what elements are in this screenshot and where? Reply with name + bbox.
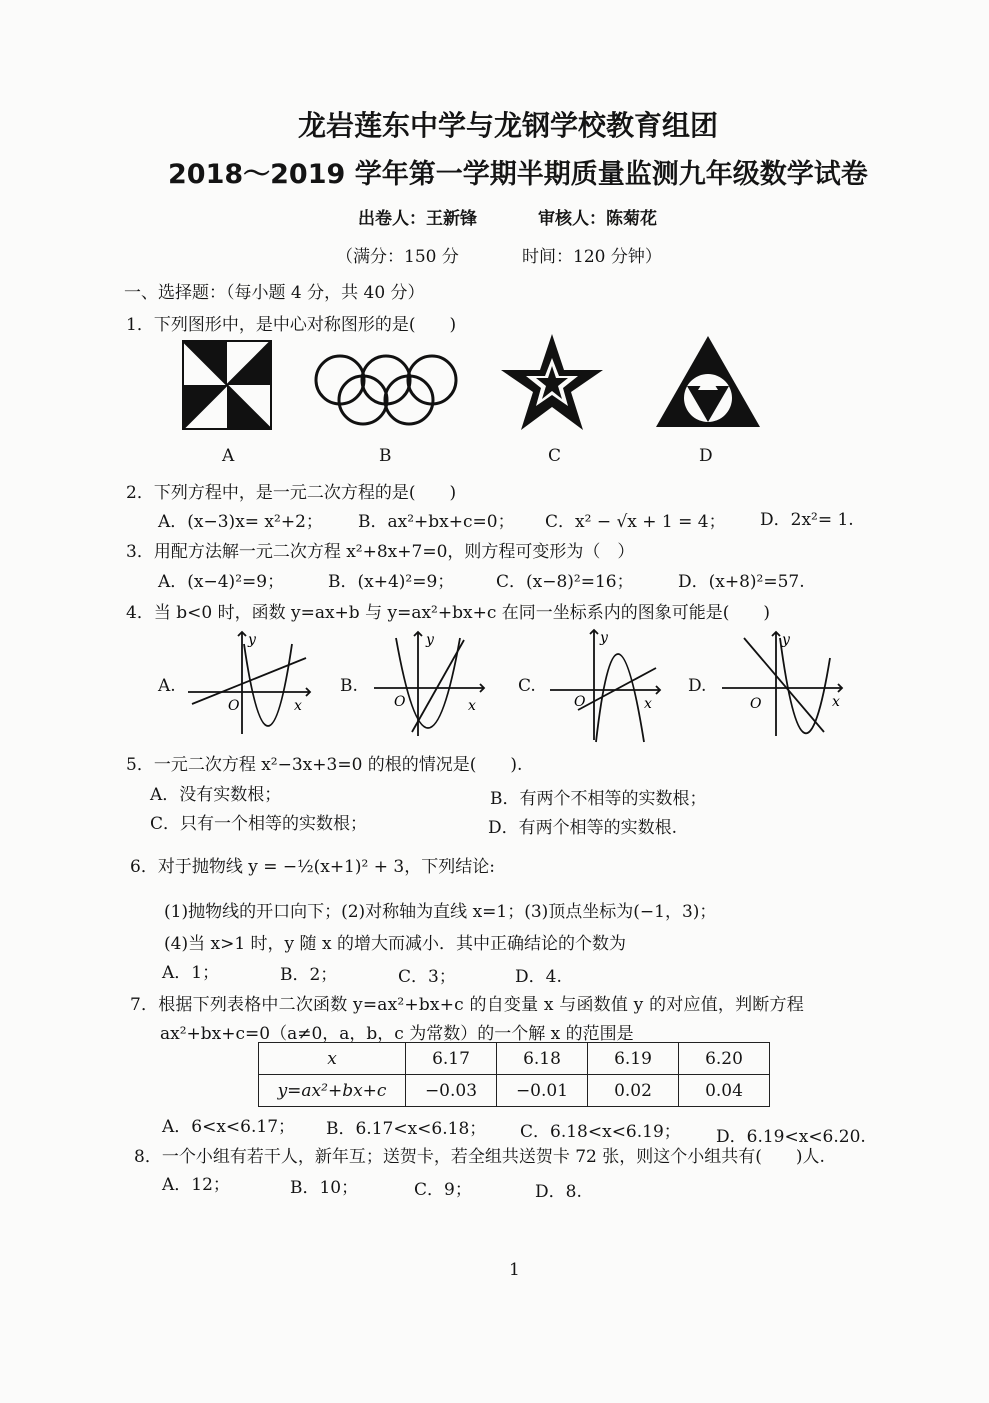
full-score: （满分：150 分 xyxy=(336,247,459,267)
table-row xyxy=(259,1043,770,1075)
q6-stem: 6．对于抛物线 y = −½(x+1)² + 3，下列结论: xyxy=(130,857,495,877)
q4-a-origin: O xyxy=(228,698,240,714)
q6-option-d: D．4. xyxy=(515,967,562,987)
table-cell: 0.04 xyxy=(679,1075,770,1107)
q2-option-d: D．2x²= 1. xyxy=(760,510,854,530)
q8-option-c: C．9； xyxy=(414,1180,472,1200)
q7-option-d: D．6.19<x<6.20. xyxy=(716,1127,866,1147)
q4-stem: 4．当 b<0 时，函数 y=ax+b 与 y=ax²+bx+c 在同一坐标系内的图象可能是( ) xyxy=(126,603,771,623)
table-cell: −0.03 xyxy=(406,1075,497,1107)
q4-label-c: C. xyxy=(518,676,536,696)
q1-label-c: C xyxy=(548,446,562,466)
q6-option-a: A．1； xyxy=(162,963,220,983)
table-cell: 6.18 xyxy=(497,1043,588,1075)
q5-stem: 5．一元二次方程 x²−3x+3=0 的根的情况是( ). xyxy=(126,755,523,775)
q2-stem: 2．下列方程中，是一元二次方程的是( ) xyxy=(126,483,457,503)
q7-option-b: B．6.17<x<6.18； xyxy=(326,1119,487,1139)
q4-c-x-label: x xyxy=(644,696,652,712)
table-cell: y=ax²+bx+c xyxy=(259,1075,406,1107)
star-figure xyxy=(498,332,606,434)
exam-time: 时间：120 分钟） xyxy=(522,247,662,267)
q1-label-d: D xyxy=(699,446,713,466)
q7-stem-line1: 7．根据下列表格中二次函数 y=ax²+bx+c 的自变量 x 与函数值 y 的对应值，判断方程 xyxy=(130,995,804,1015)
q7-option-a: A．6<x<6.17； xyxy=(162,1117,296,1137)
table-cell: 6.19 xyxy=(588,1043,679,1075)
table-cell: −0.01 xyxy=(497,1075,588,1107)
triangle-circle-figure xyxy=(654,334,762,430)
q4-b-x-label: x xyxy=(468,698,476,714)
q3-option-c: C．(x−8)²=16； xyxy=(496,572,634,592)
q4-graph-c xyxy=(548,626,664,744)
q4-label-b: B. xyxy=(340,676,358,696)
q6-line2: (4)当 x>1 时，y 随 x 的增大而减小．其中正确结论的个数为 xyxy=(164,934,626,954)
pinwheel-figure xyxy=(180,338,276,432)
q4-c-y-label: y xyxy=(600,630,608,646)
q4-label-d: D. xyxy=(688,676,707,696)
q2-option-a: A．(x−3)x= x²+2； xyxy=(158,512,323,532)
q4-a-y-label: y xyxy=(248,632,256,648)
q4-a-x-label: x xyxy=(294,698,302,714)
q5-option-d: D．有两个相等的实数根. xyxy=(488,818,678,838)
q7-value-table xyxy=(258,1042,770,1107)
q4-d-y-label: y xyxy=(782,632,790,648)
q7-stem-line2: ax²+bx+c=0（a≠0，a，b，c 为常数）的一个解 x 的范围是 xyxy=(160,1024,634,1044)
table-row xyxy=(259,1075,770,1107)
q8-stem: 8．一个小组有若干人，新年互；送贺卡，若全组共送贺卡 72 张，则这个小组共有( )人. xyxy=(134,1147,825,1167)
q3-option-b: B．(x+4)²=9； xyxy=(328,572,455,592)
section-heading: 一、选择题：（每小题 4 分，共 40 分） xyxy=(124,283,425,303)
q5-option-b: B．有两个不相等的实数根； xyxy=(490,789,707,809)
q4-graph-b xyxy=(372,628,488,740)
reviewer: 审核人：陈菊花 xyxy=(538,209,657,229)
q3-option-d: D．(x+8)²=57. xyxy=(678,572,805,592)
q1-stem: 1．下列图形中，是中心对称图形的是( ) xyxy=(126,315,457,335)
q1-label-b: B xyxy=(379,446,392,466)
q2-option-c: C．x² − √x + 1 = 4； xyxy=(545,512,726,532)
q8-option-a: A．12； xyxy=(162,1175,230,1195)
q8-option-d: D．8. xyxy=(535,1182,582,1202)
q4-d-origin: O xyxy=(750,696,762,712)
q6-option-b: B．2； xyxy=(280,965,338,985)
q4-graph-d xyxy=(720,628,850,740)
page-title: 龙岩莲东中学与龙钢学校教育组团 xyxy=(298,109,719,142)
q4-b-origin: O xyxy=(394,694,406,710)
table-cell: x xyxy=(259,1043,406,1075)
q5-option-c: C．只有一个相等的实数根； xyxy=(150,814,368,834)
page-subtitle: 2018～2019 学年第一学期半期质量监测九年级数学试卷 xyxy=(168,159,868,190)
table-cell: 6.20 xyxy=(679,1043,770,1075)
q6-line1: (1)抛物线的开口向下；(2)对称轴为直线 x=1；(3)顶点坐标为(−1，3)； xyxy=(164,902,717,922)
q1-label-a: A xyxy=(222,446,235,466)
q3-stem: 3．用配方法解一元二次方程 x²+8x+7=0，则方程可变形为（ ） xyxy=(126,542,635,562)
table-cell: 0.02 xyxy=(588,1075,679,1107)
q4-label-a: A. xyxy=(158,676,176,696)
q8-option-b: B．10； xyxy=(290,1178,359,1198)
q6-option-c: C．3； xyxy=(398,967,456,987)
q4-c-origin: O xyxy=(574,694,586,710)
author: 出卷人：王新锋 xyxy=(358,209,477,229)
q4-d-x-label: x xyxy=(832,694,840,710)
q7-option-c: C．6.18<x<6.19； xyxy=(520,1122,681,1142)
q5-option-a: A．没有实数根； xyxy=(150,785,282,805)
q4-b-y-label: y xyxy=(426,632,434,648)
table-cell: 6.17 xyxy=(406,1043,497,1075)
page-number: 1 xyxy=(509,1260,520,1280)
q2-option-b: B．ax²+bx+c=0； xyxy=(358,512,515,532)
q4-graph-a xyxy=(186,628,314,738)
q3-option-a: A．(x−4)²=9； xyxy=(158,572,285,592)
olympic-rings-figure xyxy=(312,352,460,428)
